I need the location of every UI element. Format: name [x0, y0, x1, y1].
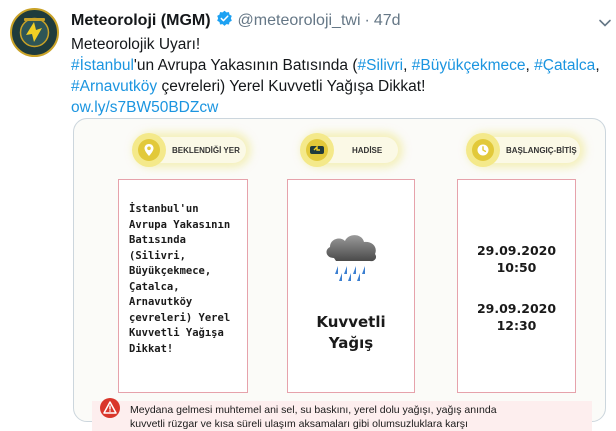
verified-badge-icon [216, 10, 233, 32]
warning-text [130, 403, 497, 431]
author-name[interactable]: Meteoroloji (MGM) [71, 12, 211, 29]
hashtag-istanbul[interactable]: #İstanbul [71, 57, 134, 74]
end-datetime [458, 300, 575, 334]
event-line: Kuvvetli [316, 313, 386, 331]
location-line: Batısında [129, 234, 186, 246]
storm-icon [306, 139, 328, 161]
tweet-header [71, 10, 606, 32]
hashtag-buyukcekmece[interactable]: #Büyükçekmece [411, 57, 526, 74]
period-box [457, 179, 576, 393]
tweet-text-segment: , [403, 57, 412, 74]
warning-line: kuvvetli rüzgar ve kısa süreli ulaşım aksamaları gibi olumsuzluklara karşı [130, 418, 468, 430]
location-line: Çatalca, [129, 280, 180, 293]
event-label [288, 312, 414, 354]
header-event-label: HADİSE [352, 145, 383, 155]
hashtag-arnavutkoy[interactable]: #Arnavutköy [71, 78, 158, 95]
location-text [129, 202, 249, 357]
header-event-badge [300, 133, 334, 167]
header-event [306, 137, 398, 163]
warning-triangle-icon [100, 398, 120, 418]
location-line: (Silivri, [129, 249, 186, 262]
location-line: Arnavutköy [129, 296, 193, 308]
hashtag-silivri[interactable]: #Silivri [357, 57, 404, 74]
location-line: çevreleri) Yerel [129, 311, 231, 324]
short-link[interactable]: ow.ly/s7BW50BDZcw [71, 99, 219, 116]
end-time: 12:30 [496, 318, 537, 333]
tweet-time[interactable]: 47d [373, 12, 401, 29]
header-location-label: BEKLENDİĞİ YER [172, 145, 240, 155]
chevron-down-icon[interactable] [598, 16, 612, 30]
tweet-text-segment: 'un Avrupa Yakasının Batısında ( [133, 57, 358, 74]
hashtag-catalca[interactable]: #Çatalca [534, 57, 596, 74]
location-pin-icon [138, 139, 160, 161]
start-datetime [458, 242, 575, 276]
tweet-text [71, 34, 601, 118]
header-period-badge [466, 133, 500, 167]
event-box [287, 179, 415, 393]
location-line: Kuvvetli Yağışa [129, 327, 224, 339]
location-box [118, 179, 248, 393]
header-period-label: BAŞLANGIÇ-BİTİŞ [506, 145, 577, 155]
tweet-text-segment: çevreleri) Yerel Kuvvetli Yağışa Dikkat! [157, 78, 426, 95]
rain-cloud-icon [320, 228, 384, 284]
clock-icon [472, 139, 494, 161]
location-line: Dikkat! [129, 342, 174, 355]
warning-line: Meydana gelmesi muhtemel ani sel, su baskını, yerel dolu yağışı, yağış anında [130, 404, 497, 416]
tweet-line-3 [71, 76, 601, 97]
end-date: 29.09.2020 [476, 301, 557, 316]
location-line: Avrupa Yakasının [129, 218, 231, 231]
media-card[interactable] [73, 118, 606, 430]
location-line: Büyükçekmece, [129, 265, 212, 277]
header-period [472, 137, 580, 163]
header-location-badge [132, 133, 166, 167]
event-line: Yağış [328, 334, 374, 352]
location-line: İstanbul'un [129, 203, 199, 215]
separator-dot: · [364, 12, 370, 29]
tweet-line-2 [71, 55, 601, 76]
author-handle[interactable]: @meteoroloji_twi [237, 12, 361, 29]
mgm-logo-icon [12, 10, 57, 55]
start-date: 29.09.2020 [476, 243, 557, 258]
header-location [138, 137, 246, 163]
avatar[interactable] [10, 8, 59, 57]
tweet-text-segment: , [595, 57, 600, 74]
tweet-line-1: Meteorolojik Uyarı! [71, 36, 201, 53]
tweet-text-segment: , [525, 57, 535, 74]
start-time: 10:50 [496, 260, 537, 275]
